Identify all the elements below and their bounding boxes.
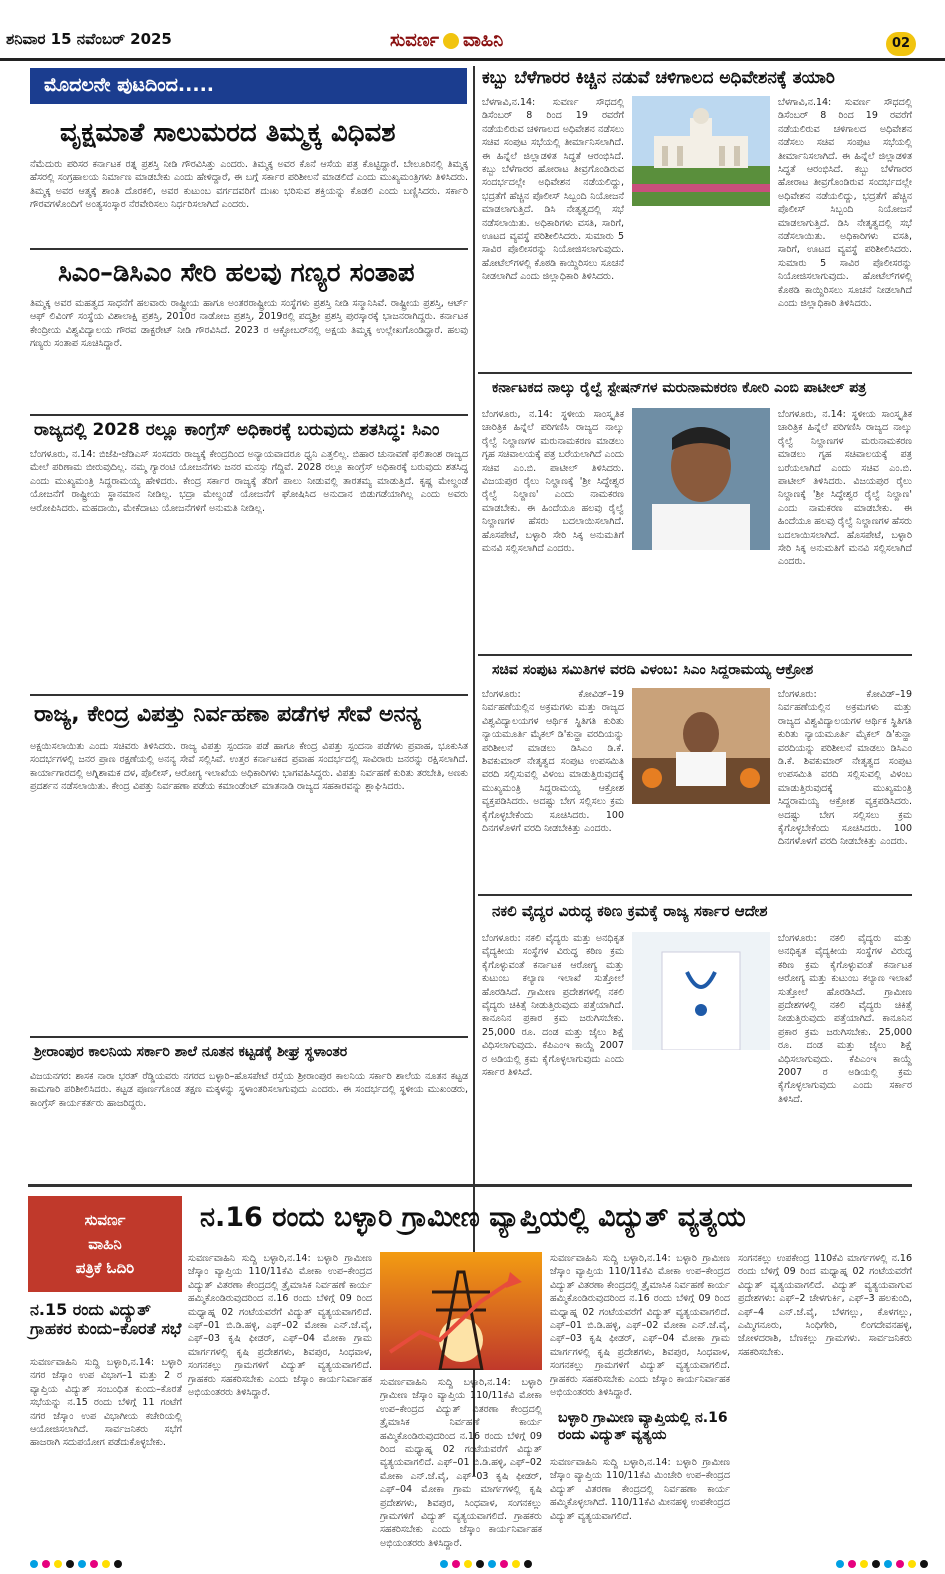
registration-dot	[512, 1560, 520, 1568]
registration-dot	[872, 1560, 880, 1568]
logo-text-right: ವಾಹಿನಿ	[462, 30, 504, 51]
article-fake-doctors-part1: ಬೆಂಗಳೂರು: ನಕಲಿ ವೈದ್ಯರು ಮತ್ತು ಅನಧಿಕೃತ ವೈದ್ಯಕೀಯ ಸಂಸ್ಥೆಗಳ ವಿರುದ್ಧ ಕಠಿಣ ಕ್ರಮ ಕೈಗೊಳ್ಳುವಂತೆ ಕರ್ನಾಟಕ ಆರೋಗ್ಯ ಮತ್ತು ಕುಟುಂಬ ಕಲ್ಯಾಣ ಇಲಾಖೆ ಸುತ್ತೋಲೆ ಹೊರಡಿಸಿದೆ. ಗ್ರಾಮೀಣ ಪ್ರದೇಶಗಳಲ್ಲಿ ನಕಲಿ ವೈದ್ಯರು ಚಿಕಿತ್ಸೆ ನೀಡುತ್ತಿರುವುದು ಪತ್ತೆಯಾಗಿದೆ. ಕಾನೂನಿನ ಪ್ರಕಾರ ಕ್ರಮ ಜರುಗಿಸಬೇಕು. 25,000 ರೂ. ದಂಡ ಮತ್ತು ಜೈಲು ಶಿಕ್ಷೆ ವಿಧಿಸಲಾಗುವುದು. ಕೆಪಿಎಂಇ ಕಾಯ್ದೆ 2007 ರ ಅಡಿಯಲ್ಲಿ ಕ್ರಮ ಕೈಗೊಳ್ಳಲಾಗುವುದು ಎಂದು ಸರ್ಕಾರ ತಿಳಿಸಿದೆ.	[482, 933, 624, 1079]
headline-fake-doctors: ನಕಲಿ ವೈದ್ಯರ ವಿರುದ್ಧ ಕಠಿಣ ಕ್ರಮಕ್ಕೆ ರಾಜ್ಯ ಸರ್ಕಾರ ಆದೇಶ	[492, 902, 768, 920]
newspaper-logo	[390, 30, 503, 51]
registration-dot	[42, 1560, 50, 1568]
article-school-building: ವಿಜಯನಗರ: ಶಾಸಕ ನಾರಾ ಭರತ್ ರೆಡ್ಡಿಯವರು ನಗರದ ಬಳ್ಳಾರಿ–ಹೊಸಪೇಟೆ ರಸ್ತೆಯ ಶ್ರೀರಾಂಪುರ ಕಾಲನಿಯ ಸರ್ಕಾರಿ ಶಾಲೆಯ ನೂತನ ಕಟ್ಟಡ ಕಾಮಗಾರಿ ಪರಿಶೀಲಿಸಿದರು. ಕಟ್ಟಡ ಪೂರ್ಣಗೊಂಡ ತಕ್ಷಣ ಮಕ್ಕಳನ್ನು ಸ್ಥಳಾಂತರಿಸಲಾಗುವುದು ಎಂದರು. ಈ ಸಂದರ್ಭದಲ್ಲಿ ಸ್ಥಳೀಯ ಮುಖಂಡರು, ಕಾಂಗ್ರೆಸ್ ಕಾರ್ಯಕರ್ತರು ಹಾಜರಿದ್ದರು.	[30, 1071, 468, 1109]
print-registration-marks-right	[836, 1560, 928, 1568]
headline-winter-session: ಕಬ್ಬು ಬೆಳೆಗಾರರ ಕಿಚ್ಚಿನ ನಡುವೆ ಚಳಿಗಾಲದ ಅಧಿವೇಶನಕ್ಕೆ ತಯಾರಿ	[482, 68, 835, 88]
article-disaster-force: ಅಕ್ಷಯಿಸಲಾಯಿತು ಎಂದು ಸಚಿವರು ತಿಳಿಸಿದರು. ರಾಜ್ಯ ವಿಪತ್ತು ಸ್ಪಂದನಾ ಪಡೆ ಹಾಗೂ ಕೇಂದ್ರ ವಿಪತ್ತು ಸ್ಪಂದನಾ ಪಡೆಗಳು ಪ್ರವಾಹ, ಭೂಕುಸಿತ ಸಂದರ್ಭಗಳಲ್ಲಿ ಜನರ ಪ್ರಾಣ ರಕ್ಷಣೆಯಲ್ಲಿ ಅನನ್ಯ ಸೇವೆ ಸಲ್ಲಿಸಿವೆ. ಉತ್ತರ ಕರ್ನಾಟಕದ ಪ್ರವಾಹ ಸಂದರ್ಭದಲ್ಲಿ ಸಾವಿರಾರು ಜನರನ್ನು ರಕ್ಷಿಸಲಾಗಿದೆ. ಕಾರ್ಯಾಗಾರದಲ್ಲಿ ಅಗ್ನಿಶಾಮಕ ದಳ, ಪೊಲೀಸ್, ಆರೋಗ್ಯ ಇಲಾಖೆಯ ಅಧಿಕಾರಿಗಳು ಭಾಗವಹಿಸಿದ್ದರು. ವಿಪತ್ತು ನಿರ್ವಹಣೆ ಕುರಿತು ತರಬೇತಿ, ಅಣಕು ಪ್ರದರ್ಶನ ನಡೆಸಲಾಯಿತು. ಕೇಂದ್ರ ವಿಪತ್ತು ನಿರ್ವಹಣಾ ಪಡೆಯ ಕಮಾಂಡೆಂಟ್ ಮಾತನಾಡಿ ರಾಜ್ಯದ ಸಹಕಾರವನ್ನು ಶ್ಲಾಘಿಸಿದರು.	[30, 741, 468, 793]
logo-text-left: ಸುವರ್ಣ	[390, 30, 439, 51]
registration-dot	[464, 1560, 472, 1568]
registration-dot	[920, 1560, 928, 1568]
photo-mb-patil	[632, 408, 770, 550]
registration-dot	[30, 1560, 38, 1568]
headline-disaster-force: ರಾಜ್ಯ, ಕೇಂದ್ರ ವಿಪತ್ತು ನಿರ್ವಹಣಾ ಪಡೆಗಳ ಸೇವೆ ಅನನ್ಯ	[34, 702, 422, 727]
article-condolence: ತಿಮ್ಮಕ್ಕ ಅವರ ಮಹತ್ವದ ಸಾಧನೆಗೆ ಹಲವಾರು ರಾಷ್ಟ್ರೀಯ ಹಾಗೂ ಅಂತರರಾಷ್ಟ್ರೀಯ ಸಂಸ್ಥೆಗಳು ಪ್ರಶಸ್ತಿ ನೀಡಿ ಸನ್ಮಾನಿಸಿವೆ. ರಾಷ್ಟ್ರೀಯ ಪ್ರಶಸ್ತಿ, ಆರ್ಟ್ ಆಫ್ ಲಿವಿಂಗ್ ಸಂಸ್ಥೆಯ ವಿಶಾಲಾಕ್ಷಿ ಪ್ರಶಸ್ತಿ, 2010ರ ನಾಡೋಜ ಪ್ರಶಸ್ತಿ, 2019ರಲ್ಲಿ ಪದ್ಮಶ್ರೀ ಪ್ರಶಸ್ತಿ ಪುರಸ್ಕಾರಕ್ಕೆ ಭಾಜನರಾಗಿದ್ದರು. ಕರ್ನಾಟಕ ಕೇಂದ್ರೀಯ ವಿಶ್ವವಿದ್ಯಾಲಯ ಗೌರವ ಡಾಕ್ಟರೇಟ್ ನೀಡಿ ಗೌರವಿಸಿದೆ. 2023 ರ ಆಕ್ಟೋಬರ್‌ನಲ್ಲಿ ಅಕ್ಷಯ ತಿಮ್ಮಕ್ಕ ಉಲ್ಲೇಖಗೊಂಡಿದ್ದಾರೆ. ಹಲವು ಗಣ್ಯರು ಸಂತಾಪ ಸೂಚಿಸಿದ್ದಾರೆ.	[30, 298, 468, 350]
photo-doctor	[632, 932, 770, 1050]
photo-suvarna-soudha	[632, 96, 770, 206]
headline-thimmakka: ವೃಕ್ಷಮಾತೆ ಸಾಲುಮರದ ತಿಮ್ಮಕ್ಕ ವಿಧಿವಶ	[60, 118, 396, 148]
divider	[478, 894, 912, 896]
registration-dot	[114, 1560, 122, 1568]
registration-dot	[908, 1560, 916, 1568]
divider	[30, 1036, 468, 1038]
registration-dot	[488, 1560, 496, 1568]
article-power-cut-col2: ಸುವರ್ಣವಾಹಿನಿ ಸುದ್ದಿ ಬಳ್ಳಾರಿ,ನ.14: ಬಳ್ಳಾರಿ ಗ್ರಾಮೀಣ ಜೆಸ್ಕಾಂ ವ್ಯಾಪ್ತಿಯ 110/11ಕೆವಿ ಮೋಕಾ ಉಪ–ಕೇಂದ್ರದ ವಿದ್ಯುತ್ ವಿತರಣಾ ಕೇಂದ್ರದಲ್ಲಿ ತ್ರೈಮಾಸಿಕ ನಿರ್ವಹಣೆ ಕಾರ್ಯ ಹಮ್ಮಿಕೊಂಡಿರುವುದರಿಂದ ನ.16 ರಂದು ಬೆಳಿಗ್ಗೆ 09 ರಿಂದ ಮಧ್ಯಾಹ್ನ 02 ಗಂಟೆಯವರೆಗೆ ವಿದ್ಯುತ್ ವ್ಯತ್ಯಯವಾಗಲಿದೆ. ಎಫ್–01 ಬಿ.ಡಿ.ಹಳ್ಳಿ, ಎಫ್–02 ಮೋಕಾ ಎನ್.ಜೆ.ವೈ, ಎಫ್–03 ಕೃಷಿ ಫೀಡರ್, ಎಫ್–04 ಮೋಕಾ ಗ್ರಾಮ ಮಾರ್ಗಗಳಲ್ಲಿ ಕೃಷಿ ಪ್ರದೇಶಗಳು, ಶಿವಪುರ, ಸಿಂಧವಾಳ, ಸಂಗನಕಲ್ಲು ಗ್ರಾಮಗಳಿಗೆ ವಿದ್ಯುತ್ ವ್ಯತ್ಯಯವಾಗಲಿದೆ. ಗ್ರಾಹಕರು ಸಹಕರಿಸಬೇಕು ಎಂದು ಜೆಸ್ಕಾಂ ಕಾರ್ಯನಿರ್ವಾಹಕ ಅಭಿಯಂತರರು ತಿಳಿಸಿದ್ದಾರೆ.	[380, 1377, 542, 1549]
registration-dot	[102, 1560, 110, 1568]
headline-congress-2028: ರಾಜ್ಯದಲ್ಲಿ 2028 ರಲ್ಲೂ ಕಾಂಗ್ರೆಸ್ ಅಧಿಕಾರಕ್ಕೆ ಬರುವುದು ಶತಸಿದ್ಧ: ಸಿಎಂ	[34, 420, 440, 440]
divider	[478, 372, 912, 374]
article-railway-rename-part2: ಬೆಂಗಳೂರು, ನ.14: ಸ್ಥಳೀಯ ಸಾಂಸ್ಕೃತಿಕ ಚಾರಿತ್ರಿಕ ಹಿನ್ನೆಲೆ ಪರಿಗಣಿಸಿ ರಾಜ್ಯದ ನಾಲ್ಕು ರೈಲ್ವೆ ನಿಲ್ದಾಣಗಳ ಮರುನಾಮಕರಣ ಮಾಡಲು ಗೃಹ ಸಚಿವಾಲಯಕ್ಕೆ ಪತ್ರ ಬರೆಯಲಾಗಿದೆ ಎಂದು ಸಚಿವ ಎಂ.ಬಿ. ಪಾಟೀಲ್ ತಿಳಿಸಿದರು. ವಿಜಯಪುರ ರೈಲು ನಿಲ್ದಾಣಕ್ಕೆ 'ಶ್ರೀ ಸಿದ್ಧೇಶ್ವರ ರೈಲ್ವೆ ನಿಲ್ದಾಣ' ಎಂದು ನಾಮಕರಣ ಮಾಡಬೇಕು. ಈ ಹಿಂದೆಯೂ ಹಲವು ರೈಲ್ವೆ ನಿಲ್ದಾಣಗಳ ಹೆಸರು ಬದಲಾಯಿಸಲಾಗಿದೆ. ಹೊಸಪೇಟೆ, ಬಳ್ಳಾರಿ ಸೇರಿ ಸಿಕ್ಕ ಅನುಮತಿಗೆ ಮನವಿ ಸಲ್ಲಿಸಲಾಗಿದೆ ಎಂದರು.	[778, 409, 912, 568]
masthead	[0, 0, 945, 60]
registration-dot	[836, 1560, 844, 1568]
masthead-rule	[0, 58, 945, 61]
article-text: ನೆಮೆದುರು ಪರಿಸರ ಕರ್ನಾಟಕ ರತ್ನ ಪ್ರಶಸ್ತಿ ನೀಡಿ ಗೌರವಿಸಿತ್ತು ಎಂದರು. ತಿಮ್ಮಕ್ಕ ಅವರ ಕೊನೆ ಆಸೆಯ ಪತ್ರ ಕೊಟ್ಟಿದ್ದಾರೆ. ಬೇಲೂರಿನಲ್ಲಿ ತಿಮ್ಮಕ್ಕ ಹೆಸರಲ್ಲಿ ಸಂಗ್ರಹಾಲಯ ನಿರ್ಮಾಣ ಮಾಡಬೇಕು ಎಂದು ಹೇಳಿದ್ದಾರೆ, ಈ ಬಗ್ಗೆ ಸರ್ಕಾರ ಪರಿಶೀಲನೆ ಮಾಡಲಿದೆ ಎಂದು ಮುಖ್ಯಮಂತ್ರಿಗಳು ತಿಳಿಸಿದರು. ತಿಮ್ಮಕ್ಕ ಅವರ ಆತ್ಮಕ್ಕೆ ಶಾಂತಿ ದೊರಕಲಿ, ಅವರ ಕುಟುಂಬ ವರ್ಗದವರಿಗೆ ದುಃಖ ಭರಿಸುವ ಶಕ್ತಿಯನ್ನು ಕೊಡಲಿ ಎಂದು ಬಣ್ಣಿಸಿದರು. ಸರ್ಕಾರಿ ಗೌರವಗಳೊಂದಿಗೆ ಅಂತ್ಯಸಂಸ್ಕಾರ ನೆರವೇರಿಸಲು ನಿರ್ಧರಿಸಲಾಗಿದೆ ಎಂದರು.	[30, 159, 468, 211]
article-cabinet-delay-part2: ಬೆಂಗಳೂರು: ಕೋವಿಡ್–19 ನಿರ್ವಹಣೆಯಲ್ಲಿನ ಅಕ್ರಮಗಳು ಮತ್ತು ರಾಜ್ಯದ ವಿಶ್ವವಿದ್ಯಾಲಯಗಳ ಆರ್ಥಿಕ ಸ್ಥಿತಿಗತಿ ಕುರಿತು ನ್ಯಾಯಮೂರ್ತಿ ಮೈಕಲ್ ಡಿ'ಕುನ್ಹಾ ವರದಿಯನ್ನು ಪರಿಶೀಲನೆ ಮಾಡಲು ಡಿಸಿಎಂ ಡಿ.ಕೆ. ಶಿವಕುಮಾರ್ ನೇತೃತ್ವದ ಸಂಪುಟ ಉಪಸಮಿತಿ ವರದಿ ಸಲ್ಲಿಸುವಲ್ಲಿ ವಿಳಂಬ ಮಾಡುತ್ತಿರುವುದಕ್ಕೆ ಮುಖ್ಯಮಂತ್ರಿ ಸಿದ್ದರಾಮಯ್ಯ ಆಕ್ರೋಶ ವ್ಯಕ್ತಪಡಿಸಿದರು. ಅದಷ್ಟು ಬೇಗ ಸಲ್ಲಿಸಲು ಕ್ರಮ ಕೈಗೊಳ್ಳಬೇಕೆಂದು ಸೂಚಿಸಿದರು. 100 ದಿನಗಳೊಳಗೆ ವರದಿ ನೀಡಬೇಕಿತ್ತು ಎಂದರು.	[778, 689, 912, 848]
bottom-section-rule	[28, 1184, 912, 1187]
promo-line: ಪತ್ರಿಕೆ ಓದಿರಿ	[75, 1259, 135, 1277]
article-power-cut-col3: ಸುವರ್ಣವಾಹಿನಿ ಸುದ್ದಿ ಬಳ್ಳಾರಿ,ನ.14: ಬಳ್ಳಾರಿ ಗ್ರಾಮೀಣ ಜೆಸ್ಕಾಂ ವ್ಯಾಪ್ತಿಯ 110/11ಕೆವಿ ಮೋಕಾ ಉಪ–ಕೇಂದ್ರದ ವಿದ್ಯುತ್ ವಿತರಣಾ ಕೇಂದ್ರದಲ್ಲಿ ತ್ರೈಮಾಸಿಕ ನಿರ್ವಹಣೆ ಕಾರ್ಯ ಹಮ್ಮಿಕೊಂಡಿರುವುದರಿಂದ ನ.16 ರಂದು ಬೆಳಿಗ್ಗೆ 09 ರಿಂದ ಮಧ್ಯಾಹ್ನ 02 ಗಂಟೆಯವರೆಗೆ ವಿದ್ಯುತ್ ವ್ಯತ್ಯಯವಾಗಲಿದೆ. ಎಫ್–01 ಬಿ.ಡಿ.ಹಳ್ಳಿ, ಎಫ್–02 ಮೋಕಾ ಎನ್.ಜೆ.ವೈ, ಎಫ್–03 ಕೃಷಿ ಫೀಡರ್, ಎಫ್–04 ಮೋಕಾ ಗ್ರಾಮ ಮಾರ್ಗಗಳಲ್ಲಿ ಕೃಷಿ ಪ್ರದೇಶಗಳು, ಶಿವಪುರ, ಸಿಂಧವಾಳ, ಸಂಗನಕಲ್ಲು ಗ್ರಾಮಗಳಿಗೆ ವಿದ್ಯುತ್ ವ್ಯತ್ಯಯವಾಗಲಿದೆ. ಗ್ರಾಹಕರು ಸಹಕರಿಸಬೇಕು ಎಂದು ಜೆಸ್ಕಾಂ ಕಾರ್ಯನಿರ್ವಾಹಕ ಅಭಿಯಂತರರು ತಿಳಿಸಿದ್ದಾರೆ.	[550, 1253, 730, 1399]
registration-dot	[524, 1560, 532, 1568]
photo-cm-meeting	[632, 688, 770, 804]
article-fake-doctors-part2: ಬೆಂಗಳೂರು: ನಕಲಿ ವೈದ್ಯರು ಮತ್ತು ಅನಧಿಕೃತ ವೈದ್ಯಕೀಯ ಸಂಸ್ಥೆಗಳ ವಿರುದ್ಧ ಕಠಿಣ ಕ್ರಮ ಕೈಗೊಳ್ಳುವಂತೆ ಕರ್ನಾಟಕ ಆರೋಗ್ಯ ಮತ್ತು ಕುಟುಂಬ ಕಲ್ಯಾಣ ಇಲಾಖೆ ಸುತ್ತೋಲೆ ಹೊರಡಿಸಿದೆ. ಗ್ರಾಮೀಣ ಪ್ರದೇಶಗಳಲ್ಲಿ ನಕಲಿ ವೈದ್ಯರು ಚಿಕಿತ್ಸೆ ನೀಡುತ್ತಿರುವುದು ಪತ್ತೆಯಾಗಿದೆ. ಕಾನೂನಿನ ಪ್ರಕಾರ ಕ್ರಮ ಜರುಗಿಸಬೇಕು. 25,000 ರೂ. ದಂಡ ಮತ್ತು ಜೈಲು ಶಿಕ್ಷೆ ವಿಧಿಸಲಾಗುವುದು. ಕೆಪಿಎಂಇ ಕಾಯ್ದೆ 2007 ರ ಅಡಿಯಲ್ಲಿ ಕ್ರಮ ಕೈಗೊಳ್ಳಲಾಗುವುದು ಎಂದು ಸರ್ಕಾರ ತಿಳಿಸಿದೆ.	[778, 933, 912, 1105]
article-power-cut-rural: ಸುವರ್ಣವಾಹಿನಿ ಸುದ್ದಿ ಬಳ್ಳಾರಿ,ನ.14: ಬಳ್ಳಾರಿ ಗ್ರಾಮೀಣ ಜೆಸ್ಕಾಂ ವ್ಯಾಪ್ತಿಯ 110/11ಕೆವಿ ಮಿಂಚೇರಿ ಉಪ–ಕೇಂದ್ರದ ವಿದ್ಯುತ್ ವಿತರಣಾ ಕೇಂದ್ರದಲ್ಲಿ ನಿರ್ವಹಣಾ ಕಾರ್ಯ ಹಮ್ಮಿಕೊಳ್ಳಲಾಗಿದೆ. 110/11ಕೆವಿ ಮೀನಹಳ್ಳಿ ಉಪಕೇಂದ್ರದ ವಿದ್ಯುತ್ ವ್ಯತ್ಯಯವಾಗಲಿದೆ.	[550, 1457, 730, 1522]
promo-box	[28, 1196, 182, 1292]
logo-emblem-icon	[443, 33, 459, 49]
article-grievance-meeting: ಸುವರ್ಣವಾಹಿನಿ ಸುದ್ದಿ ಬಳ್ಳಾರಿ,ನ.14: ಬಳ್ಳಾರಿ ನಗರ ಜೆಸ್ಕಾಂ ಉಪ ವಿಭಾಗ–1 ಮತ್ತು 2 ರ ವ್ಯಾಪ್ತಿಯ ವಿದ್ಯುತ್ ಸಂಬಂಧಿತ ಕುಂದು–ಕೊರತೆ ಸಭೆಯನ್ನು ನ.15 ರಂದು ಬೆಳಿಗ್ಗೆ 11 ಗಂಟೆಗೆ ನಗರ ಜೆಸ್ಕಾಂ ಉಪ ವಿಭಾಗೀಯ ಕಚೇರಿಯಲ್ಲಿ ಆಯೋಜಿಸಲಾಗಿದೆ. ಸಾರ್ವಜನಿಕರು ಸಭೆಗೆ ಹಾಜರಾಗಿ ಸದುಪಯೋಗ ಪಡೆದುಕೊಳ್ಳಬೇಕು.	[30, 1357, 182, 1449]
divider	[30, 248, 468, 250]
photo-power-tower	[380, 1252, 542, 1370]
promo-line: ವಾಹಿನಿ	[88, 1235, 122, 1253]
article-winter-session-part1: ಬೆಳಗಾವಿ,ನ.14: ಸುವರ್ಣ ಸೌಧದಲ್ಲಿ ಡಿಸೆಂಬರ್ 8 ರಿಂದ 19 ರವರೆಗೆ ನಡೆಯಲಿರುವ ಚಳಿಗಾಲದ ಅಧಿವೇಶನ ನಡೆಸಲು ಸಚಿವ ಸಂಪುಟ ಸಭೆಯಲ್ಲಿ ತೀರ್ಮಾನಿಸಲಾಗಿದೆ. ಈ ಹಿನ್ನೆಲೆ ಜಿಲ್ಲಾಡಳಿತ ಸಿದ್ಧತೆ ಆರಂಭಿಸಿದೆ. ಕಬ್ಬು ಬೆಳೆಗಾರರ ಹೋರಾಟ ತೀವ್ರಗೊಂಡಿರುವ ಸಂದರ್ಭದಲ್ಲೇ ಅಧಿವೇಶನ ನಡೆಯಲಿದ್ದು, ಭದ್ರತೆಗೆ ಹೆಚ್ಚಿನ ಪೊಲೀಸ್ ಸಿಬ್ಬಂದಿ ನಿಯೋಜನೆ ಮಾಡಲಾಗುತ್ತಿದೆ. ಡಿಸಿ ನೇತೃತ್ವದಲ್ಲಿ ಸಭೆ ನಡೆಸಲಾಯಿತು. ಅಧಿಕಾರಿಗಳು ವಸತಿ, ಸಾರಿಗೆ, ಊಟದ ವ್ಯವಸ್ಥೆ ಪರಿಶೀಲಿಸಿದರು. ಸುಮಾರು 5 ಸಾವಿರ ಪೊಲೀಸರನ್ನು ನಿಯೋಜಿಸಲಾಗುವುದು. ಹೋಟೆಲ್‌ಗಳಲ್ಲಿ ಕೊಠಡಿ ಕಾಯ್ದಿರಿಸಲು ಸೂಚನೆ ನೀಡಲಾಗಿದೆ ಎಂದು ಜಿಲ್ಲಾಧಿಕಾರಿ ತಿಳಿಸಿದರು.	[482, 97, 624, 283]
registration-dot	[66, 1560, 74, 1568]
registration-dot	[848, 1560, 856, 1568]
headline-grievance-meeting: ನ.15 ರಂದು ವಿದ್ಯುತ್ ಗ್ರಾಹಕರ ಕುಂದು–ಕೊರತೆ ಸಭೆ	[30, 1300, 182, 1339]
article-power-cut-col1: ಸುವರ್ಣವಾಹಿನಿ ಸುದ್ದಿ ಬಳ್ಳಾರಿ,ನ.14: ಬಳ್ಳಾರಿ ಗ್ರಾಮೀಣ ಜೆಸ್ಕಾಂ ವ್ಯಾಪ್ತಿಯ 110/11ಕೆವಿ ಮೋಕಾ ಉಪ–ಕೇಂದ್ರದ ವಿದ್ಯುತ್ ವಿತರಣಾ ಕೇಂದ್ರದಲ್ಲಿ ತ್ರೈಮಾಸಿಕ ನಿರ್ವಹಣೆ ಕಾರ್ಯ ಹಮ್ಮಿಕೊಂಡಿರುವುದರಿಂದ ನ.16 ರಂದು ಬೆಳಿಗ್ಗೆ 09 ರಿಂದ ಮಧ್ಯಾಹ್ನ 02 ಗಂಟೆಯವರೆಗೆ ವಿದ್ಯುತ್ ವ್ಯತ್ಯಯವಾಗಲಿದೆ. ಎಫ್–01 ಬಿ.ಡಿ.ಹಳ್ಳಿ, ಎಫ್–02 ಮೋಕಾ ಎನ್.ಜೆ.ವೈ, ಎಫ್–03 ಕೃಷಿ ಫೀಡರ್, ಎಫ್–04 ಮೋಕಾ ಗ್ರಾಮ ಮಾರ್ಗಗಳಲ್ಲಿ ಕೃಷಿ ಪ್ರದೇಶಗಳು, ಶಿವಪುರ, ಸಿಂಧವಾಳ, ಸಂಗನಕಲ್ಲು ಗ್ರಾಮಗಳಿಗೆ ವಿದ್ಯುತ್ ವ್ಯತ್ಯಯವಾಗಲಿದೆ. ಗ್ರಾಹಕರು ಸಹಕರಿಸಬೇಕು ಎಂದು ಜೆಸ್ಕಾಂ ಕಾರ್ಯನಿರ್ವಾಹಕ ಅಭಿಯಂತರರು ತಿಳಿಸಿದ್ದಾರೆ.	[188, 1253, 372, 1399]
article-congress-2028: ಬೆಂಗಳೂರು, ನ.14: ಬಿಜೆಪಿ-ಜೆಡಿಎಸ್ ಸಂಸದರು ರಾಜ್ಯಕ್ಕೆ ಕೇಂದ್ರದಿಂದ ಅನ್ಯಾಯವಾದರೂ ಧ್ವನಿ ಎತ್ತಲಿಲ್ಲ. ಬಿಹಾರ ಚುನಾವಣೆ ಫಲಿತಾಂಶ ರಾಜ್ಯದ ಮೇಲೆ ಪರಿಣಾಮ ಬೀರುವುದಿಲ್ಲ. ನಮ್ಮ ಗ್ಯಾರಂಟಿ ಯೋಜನೆಗಳು ಜನರ ಮನಸ್ಸು ಗೆದ್ದಿವೆ. 2028 ರಲ್ಲೂ ಕಾಂಗ್ರೆಸ್ ಅಧಿಕಾರಕ್ಕೆ ಬರುವುದು ಶತಸಿದ್ಧ ಎಂದು ಮುಖ್ಯಮಂತ್ರಿ ಸಿದ್ದರಾಮಯ್ಯ ಹೇಳಿದರು. ಕೇಂದ್ರ ಸರ್ಕಾರ ರಾಜ್ಯಕ್ಕೆ ತೆರಿಗೆ ಪಾಲು ನೀಡುವಲ್ಲಿ ತಾರತಮ್ಯ ಮಾಡುತ್ತಿದೆ. ಕೃಷ್ಣ ಮೇಲ್ದಂಡೆ ಯೋಜನೆಗೆ ರಾಷ್ಟ್ರೀಯ ಸ್ಥಾನಮಾನ ನೀಡಿಲ್ಲ. ಭದ್ರಾ ಮೇಲ್ದಂಡೆ ಯೋಜನೆಗೆ ಘೋಷಿಸಿದ ಅನುದಾನ ಬಿಡುಗಡೆಯಾಗಿಲ್ಲ ಎಂದು ಅವರು ಆರೋಪಿಸಿದರು. ಮಹದಾಯಿ, ಮೇಕೆದಾಟು ಯೋಜನೆಗಳಿಗೆ ಅನುಮತಿ ನೀಡಿಲ್ಲ.	[30, 449, 468, 514]
divider	[30, 414, 468, 416]
registration-dot	[860, 1560, 868, 1568]
print-registration-marks-center	[440, 1560, 532, 1568]
article-power-cut-col4: ಸಂಗನಕಲ್ಲು ಉಪಕೇಂದ್ರ 110ಕೆವಿ ಮಾರ್ಗಗಳಲ್ಲಿ ನ.16 ರಂದು ಬೆಳಿಗ್ಗೆ 09 ರಿಂದ ಮಧ್ಯಾಹ್ನ 02 ಗಂಟೆಯವರೆಗೆ ವಿದ್ಯುತ್ ವ್ಯತ್ಯಯವಾಗಲಿದೆ. ವಿದ್ಯುತ್ ವ್ಯತ್ಯಯವಾಗುವ ಪ್ರದೇಶಗಳು: ಎಫ್–2 ಚೇಳಗುರ್ಕಿ, ಎಫ್–3 ಹಲಕುಂದಿ, ಎಫ್–4 ಎನ್.ಜೆ.ವೈ, ಬೆಳಗಲ್ಲು, ಕೊಳಗಲ್ಲು, ಎಮ್ಮಿಗನೂರು, ಸಿಂಧಿಗೇರಿ, ಲಿಂಗದೇವನಹಳ್ಳಿ, ಜೋಳದರಾಶಿ, ಬೆಣಕಲ್ಲು ಗ್ರಾಮಗಳು. ಸಾರ್ವಜನಿಕರು ಸಹಕರಿಸಬೇಕು.	[738, 1253, 912, 1358]
headline-railway-rename: ಕರ್ನಾಟಕದ ನಾಲ್ಕು ರೈಲ್ವೆ ಸ್ಟೇಷನ್‌ಗಳ ಮರುನಾಮಕರಣ ಕೋರಿ ಎಂಬಿ ಪಾಟೀಲ್ ಪತ್ರ	[492, 380, 867, 396]
registration-dot	[452, 1560, 460, 1568]
divider	[478, 654, 912, 656]
registration-dot	[54, 1560, 62, 1568]
headline-school-building: ಶ್ರೀರಾಂಪುರ ಕಾಲನಿಯ ಸರ್ಕಾರಿ ಶಾಲೆ ನೂತನ ಕಟ್ಟಡಕ್ಕೆ ಶೀಘ್ರ ಸ್ಥಳಾಂತರ	[34, 1044, 348, 1060]
registration-dot	[440, 1560, 448, 1568]
headline-cabinet-delay: ಸಚಿವ ಸಂಪುಟ ಸಮಿತಿಗಳ ವರದಿ ವಿಳಂಬ: ಸಿಎಂ ಸಿದ್ದರಾಮಯ್ಯ ಆಕ್ರೋಶ	[492, 662, 814, 678]
article-railway-rename-part1: ಬೆಂಗಳೂರು, ನ.14: ಸ್ಥಳೀಯ ಸಾಂಸ್ಕೃತಿಕ ಚಾರಿತ್ರಿಕ ಹಿನ್ನೆಲೆ ಪರಿಗಣಿಸಿ ರಾಜ್ಯದ ನಾಲ್ಕು ರೈಲ್ವೆ ನಿಲ್ದಾಣಗಳ ಮರುನಾಮಕರಣ ಮಾಡಲು ಗೃಹ ಸಚಿವಾಲಯಕ್ಕೆ ಪತ್ರ ಬರೆಯಲಾಗಿದೆ ಎಂದು ಸಚಿವ ಎಂ.ಬಿ. ಪಾಟೀಲ್ ತಿಳಿಸಿದರು. ವಿಜಯಪುರ ರೈಲು ನಿಲ್ದಾಣಕ್ಕೆ 'ಶ್ರೀ ಸಿದ್ಧೇಶ್ವರ ರೈಲ್ವೆ ನಿಲ್ದಾಣ' ಎಂದು ನಾಮಕರಣ ಮಾಡಬೇಕು. ಈ ಹಿಂದೆಯೂ ಹಲವು ರೈಲ್ವೆ ನಿಲ್ದಾಣಗಳ ಹೆಸರು ಬದಲಾಯಿಸಲಾಗಿದೆ. ಹೊಸಪೇಟೆ, ಬಳ್ಳಾರಿ ಸೇರಿ ಸಿಕ್ಕ ಅನುಮತಿಗೆ ಮನವಿ ಸಲ್ಲಿಸಲಾಗಿದೆ ಎಂದರು.	[482, 409, 624, 555]
print-registration-marks-left	[30, 1560, 122, 1568]
headline-power-cut-rural: ಬಳ್ಳಾರಿ ಗ್ರಾಮೀಣ ವ್ಯಾಪ್ತಿಯಲ್ಲಿ ನ.16 ರಂದು ವಿದ್ಯುತ್ ವ್ಯತ್ಯಯ	[558, 1410, 728, 1443]
headline-condolence: ಸಿಎಂ–ಡಿಸಿಎಂ ಸೇರಿ ಹಲವು ಗಣ್ಯರ ಸಂತಾಪ	[58, 258, 415, 288]
registration-dot	[476, 1560, 484, 1568]
page-number: 02	[886, 32, 916, 56]
article-thimmakka	[30, 158, 468, 242]
article-cabinet-delay-part1: ಬೆಂಗಳೂರು: ಕೋವಿಡ್–19 ನಿರ್ವಹಣೆಯಲ್ಲಿನ ಅಕ್ರಮಗಳು ಮತ್ತು ರಾಜ್ಯದ ವಿಶ್ವವಿದ್ಯಾಲಯಗಳ ಆರ್ಥಿಕ ಸ್ಥಿತಿಗತಿ ಕುರಿತು ನ್ಯಾಯಮೂರ್ತಿ ಮೈಕಲ್ ಡಿ'ಕುನ್ಹಾ ವರದಿಯನ್ನು ಪರಿಶೀಲನೆ ಮಾಡಲು ಡಿಸಿಎಂ ಡಿ.ಕೆ. ಶಿವಕುಮಾರ್ ನೇತೃತ್ವದ ಸಂಪುಟ ಉಪಸಮಿತಿ ವರದಿ ಸಲ್ಲಿಸುವಲ್ಲಿ ವಿಳಂಬ ಮಾಡುತ್ತಿರುವುದಕ್ಕೆ ಮುಖ್ಯಮಂತ್ರಿ ಸಿದ್ದರಾಮಯ್ಯ ಆಕ್ರೋಶ ವ್ಯಕ್ತಪಡಿಸಿದರು. ಅದಷ್ಟು ಬೇಗ ಸಲ್ಲಿಸಲು ಕ್ರಮ ಕೈಗೊಳ್ಳಬೇಕೆಂದು ಸೂಚಿಸಿದರು. 100 ದಿನಗಳೊಳಗೆ ವರದಿ ನೀಡಬೇಕಿತ್ತು ಎಂದರು.	[482, 689, 624, 835]
section-banner: ಮೊದಲನೇ ಪುಟದಿಂದ.....	[30, 68, 467, 104]
registration-dot	[90, 1560, 98, 1568]
issue-date: ಶನಿವಾರ 15 ನವೆಂಬರ್ 2025	[6, 30, 172, 48]
promo-line: ಸುವರ್ಣ	[84, 1211, 126, 1229]
registration-dot	[78, 1560, 86, 1568]
headline-power-cut: ನ.16 ರಂದು ಬಳ್ಳಾರಿ ಗ್ರಾಮೀಣ ವ್ಯಾಪ್ತಿಯಲ್ಲಿ ವಿದ್ಯುತ್ ವ್ಯತ್ಯಯ	[200, 1202, 746, 1233]
registration-dot	[884, 1560, 892, 1568]
registration-dot	[500, 1560, 508, 1568]
divider	[30, 694, 468, 696]
registration-dot	[896, 1560, 904, 1568]
article-winter-session-part2: ಬೆಳಗಾವಿ,ನ.14: ಸುವರ್ಣ ಸೌಧದಲ್ಲಿ ಡಿಸೆಂಬರ್ 8 ರಿಂದ 19 ರವರೆಗೆ ನಡೆಯಲಿರುವ ಚಳಿಗಾಲದ ಅಧಿವೇಶನ ನಡೆಸಲು ಸಚಿವ ಸಂಪುಟ ಸಭೆಯಲ್ಲಿ ತೀರ್ಮಾನಿಸಲಾಗಿದೆ. ಈ ಹಿನ್ನೆಲೆ ಜಿಲ್ಲಾಡಳಿತ ಸಿದ್ಧತೆ ಆರಂಭಿಸಿದೆ. ಕಬ್ಬು ಬೆಳೆಗಾರರ ಹೋರಾಟ ತೀವ್ರಗೊಂಡಿರುವ ಸಂದರ್ಭದಲ್ಲೇ ಅಧಿವೇಶನ ನಡೆಯಲಿದ್ದು, ಭದ್ರತೆಗೆ ಹೆಚ್ಚಿನ ಪೊಲೀಸ್ ಸಿಬ್ಬಂದಿ ನಿಯೋಜನೆ ಮಾಡಲಾಗುತ್ತಿದೆ. ಡಿಸಿ ನೇತೃತ್ವದಲ್ಲಿ ಸಭೆ ನಡೆಸಲಾಯಿತು. ಅಧಿಕಾರಿಗಳು ವಸತಿ, ಸಾರಿಗೆ, ಊಟದ ವ್ಯವಸ್ಥೆ ಪರಿಶೀಲಿಸಿದರು. ಸುಮಾರು 5 ಸಾವಿರ ಪೊಲೀಸರನ್ನು ನಿಯೋಜಿಸಲಾಗುವುದು. ಹೋಟೆಲ್‌ಗಳಲ್ಲಿ ಕೊಠಡಿ ಕಾಯ್ದಿರಿಸಲು ಸೂಚನೆ ನೀಡಲಾಗಿದೆ ಎಂದು ಜಿಲ್ಲಾಧಿಕಾರಿ ತಿಳಿಸಿದರು.	[778, 97, 912, 310]
